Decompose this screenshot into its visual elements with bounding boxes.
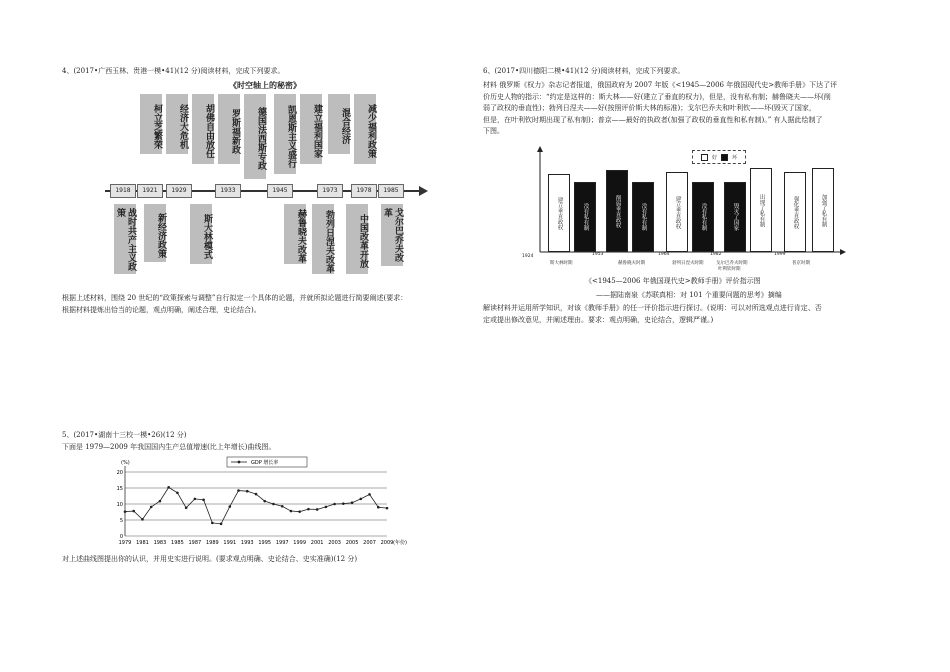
gdp-data-point: [194, 498, 197, 501]
axis-label: 1924: [522, 254, 534, 259]
evaluation-chart: [522, 146, 848, 272]
year-marker: 1933: [215, 184, 241, 198]
gdp-data-point: [132, 510, 135, 513]
evaluation-column: 没有私有制: [692, 182, 714, 252]
axis-label: 1964: [658, 252, 670, 257]
gdp-data-point: [220, 523, 223, 526]
gdp-data-point: [185, 507, 188, 510]
q6-material-line: 价历史人物的指示：“约定是这样的：斯大林——好(建立了垂直的权力)，但是，没有私有制；赫鲁晓夫——坏(削: [483, 92, 831, 101]
legend-label: GDP 增长率: [251, 460, 279, 466]
top-policy-box: 建立福利国家: [300, 94, 322, 164]
x-tick-label: 2005: [345, 540, 359, 546]
evaluation-column: 加强了私有制: [812, 168, 834, 252]
y-tick-label: 15: [116, 486, 123, 492]
q5-intro: 下面是 1979—2009 年我国国内生产总值增速(比上年增长)曲线图。: [62, 443, 276, 451]
bottom-policy-box: 赫鲁晓夫改革: [284, 204, 306, 264]
gdp-data-point: [307, 508, 310, 511]
gdp-data-point: [325, 506, 328, 509]
axis-label: 叶利钦时期: [718, 267, 741, 272]
axis-label: 斯大林时期: [550, 261, 573, 266]
gdp-data-point: [316, 508, 319, 511]
year-marker: 1945: [267, 184, 293, 198]
q6-material-line: 下图。: [483, 127, 504, 135]
q5-heading: 5、(2017•湖南十三校一模•26)(12 分): [62, 431, 187, 439]
gdp-data-point: [237, 489, 240, 492]
gdp-data-point: [290, 510, 293, 513]
top-policy-box: 柯立芝繁荣: [140, 94, 162, 154]
legend-good-label: 好: [711, 154, 717, 161]
x-tick-label: 1993: [240, 540, 254, 546]
axis-label: 勃列日涅夫时期: [672, 261, 704, 266]
q6-material-line: 但是，在叶利钦时期出现了私有制)；普京——最好的执政者(加强了政权的垂直性和私有制)。” 有人据此绘制了: [483, 115, 823, 124]
x-tick-label: 2007: [363, 540, 376, 546]
x-tick-label: 1987: [188, 540, 202, 546]
year-marker: 1985: [378, 184, 404, 198]
gdp-data-point: [124, 510, 127, 513]
y-tick-label: 0: [119, 534, 123, 540]
axis-label: 1953: [592, 252, 604, 257]
q6-prompt-line: 定或提出修改意见，并阐述理由。要求：观点明确，史论结合，逻辑严谨。): [483, 315, 714, 324]
x-tick-label: 2001: [310, 540, 324, 546]
x-tick-label: 2003: [328, 540, 341, 546]
gdp-data-point: [202, 499, 205, 502]
q5-prompt: 对上述曲线图提出你的认识，并用史实进行说明。(要求观点明确、史论结合、史实准确)(12 分): [62, 555, 358, 563]
year-marker: 1921: [137, 184, 163, 198]
axis-label: 1982: [710, 252, 722, 257]
gdp-data-point: [368, 493, 371, 496]
top-policy-box: 凯恩斯主义盛行: [274, 94, 296, 174]
evaluation-column: 出现了私有制: [750, 168, 772, 252]
evaluation-column: 毁灭了国家: [724, 182, 746, 252]
gdp-data-point: [281, 505, 284, 508]
x-tick-label: 1995: [258, 540, 272, 546]
bottom-policy-box: 新经济政策: [144, 204, 166, 262]
gdp-growth-chart: [115, 456, 415, 554]
gdp-data-point: [229, 505, 232, 508]
evaluation-column: 建立垂直政权: [548, 174, 570, 252]
legend-bad-label: 坏: [732, 154, 738, 161]
gdp-data-point: [141, 518, 144, 521]
gdp-data-point: [333, 503, 336, 506]
top-policy-box: 胡佛自由放任: [192, 94, 214, 164]
x-axis-label: (年份): [393, 540, 407, 546]
bottom-policy-box: 中国改革开放: [346, 204, 368, 274]
gdp-data-point: [159, 500, 162, 503]
gdp-data-point: [377, 506, 380, 509]
evaluation-column: 削弱垂直政权: [606, 170, 628, 252]
year-marker: 1973: [317, 184, 343, 198]
q4-prompt-line2: 根据材料提炼出恰当的论题，观点明确，阐述合理，史论结合)。: [62, 306, 261, 314]
gdp-data-point: [360, 498, 363, 501]
evaluation-column: 没有私有制: [632, 182, 654, 252]
y-tick-label: 5: [119, 518, 123, 524]
gdp-data-point: [246, 490, 249, 493]
q4-heading: 4、(2017•广西玉林、贵港一模•41)(12 分)阅读材料，完成下列要求。: [62, 67, 285, 75]
chart-legend: [692, 150, 746, 164]
gdp-data-point: [272, 503, 275, 506]
q6-prompt-line: 解读材料并运用所学知识，对该《教师手册》的任一评价指示进行探讨。(说明：可以对所选观点进行肯定、否: [483, 304, 822, 312]
timeline-title: 《时空轴上的秘密》: [229, 80, 301, 90]
top-policy-box: 减少福利政策: [354, 94, 376, 164]
q6-material-line: 弱了政权的垂直性)；勃列日涅夫——好(按照评价斯大林的标准)；戈尔巴乔夫和叶利钦——坏(毁灭了国家，: [483, 104, 816, 112]
gdp-data-point: [150, 506, 153, 509]
legend-bad-swatch: [721, 154, 728, 161]
bottom-policy-box: 战时共产主义政策: [114, 204, 136, 274]
gdp-data-point: [211, 522, 214, 525]
year-marker: 1929: [166, 184, 192, 198]
x-tick-label: 1999: [293, 540, 307, 546]
x-tick-label: 1991: [223, 540, 237, 546]
gdp-data-point: [298, 510, 301, 513]
q4-prompt-line1: 根据上述材料，围绕 20 世纪的“政策探索与调整”自行拟定一个具体的论题，并就所拟论题进行简要阐述(要求：: [62, 294, 408, 302]
x-tick-label: 1983: [153, 540, 167, 546]
x-tick-label: 1979: [118, 540, 132, 546]
y-tick-label: 10: [116, 502, 123, 508]
gdp-data-point: [176, 492, 179, 495]
x-tick-label: 1989: [205, 540, 219, 546]
q6-source: ——据陆南泉《苏联真相：对 101 个重要问题的思考》摘编: [596, 291, 782, 299]
q6-material-line: 材料 俄罗斯《权力》杂志记者报道，俄国政府为 2007 年版《<1945—2006 年俄国现代史>教师手册》下达了评: [483, 81, 838, 89]
policy-timeline-figure: [100, 80, 430, 290]
legend-good-swatch: [701, 154, 708, 161]
bottom-policy-box: 戈尔巴乔夫改革: [381, 204, 403, 266]
evaluation-column: 强化垂直政权: [784, 172, 806, 252]
year-marker: 1918: [110, 184, 136, 198]
x-tick-label: 1997: [275, 540, 289, 546]
year-marker: 1978: [351, 184, 377, 198]
top-policy-box: 经济大危机: [166, 94, 188, 154]
gdp-data-point: [263, 500, 266, 503]
timeline-arrow: [419, 186, 428, 196]
axis-label: 普京时期: [792, 261, 810, 266]
q6-heading: 6、(2017•四川德阳二模•41)(12 分)阅读材料，完成下列要求。: [483, 67, 685, 75]
top-policy-box: 混合经济: [328, 94, 350, 154]
top-policy-box: 罗斯福新政: [218, 94, 240, 164]
q6-chart-caption: 《<1945—2006 年俄国现代史>教师手册》评价指示图: [585, 277, 761, 285]
gdp-data-point: [255, 493, 258, 496]
x-tick-label: 1985: [171, 540, 184, 546]
y-axis-label: (%): [121, 460, 130, 466]
bottom-policy-box: 斯大林模式: [190, 204, 212, 264]
gdp-data-point: [342, 502, 345, 505]
axis-label: 1999: [774, 252, 786, 257]
axis-label: 戈尔巴乔夫时期: [716, 261, 748, 266]
axis-label: 赫鲁晓夫时期: [618, 261, 645, 266]
gdp-data-point: [351, 501, 354, 504]
top-policy-box: 德国法西斯专政: [244, 94, 266, 179]
bottom-policy-box: 勃列日涅夫改革: [312, 204, 334, 274]
evaluation-column: 建立垂直政权: [666, 172, 688, 252]
x-tick-label: 2009: [380, 540, 394, 546]
y-tick-label: 20: [116, 470, 123, 476]
legend-marker: [238, 461, 241, 464]
evaluation-column: 没有私有制: [574, 182, 596, 252]
gdp-data-point: [386, 507, 389, 510]
gdp-data-point: [167, 486, 170, 489]
x-tick-label: 1981: [136, 540, 149, 546]
